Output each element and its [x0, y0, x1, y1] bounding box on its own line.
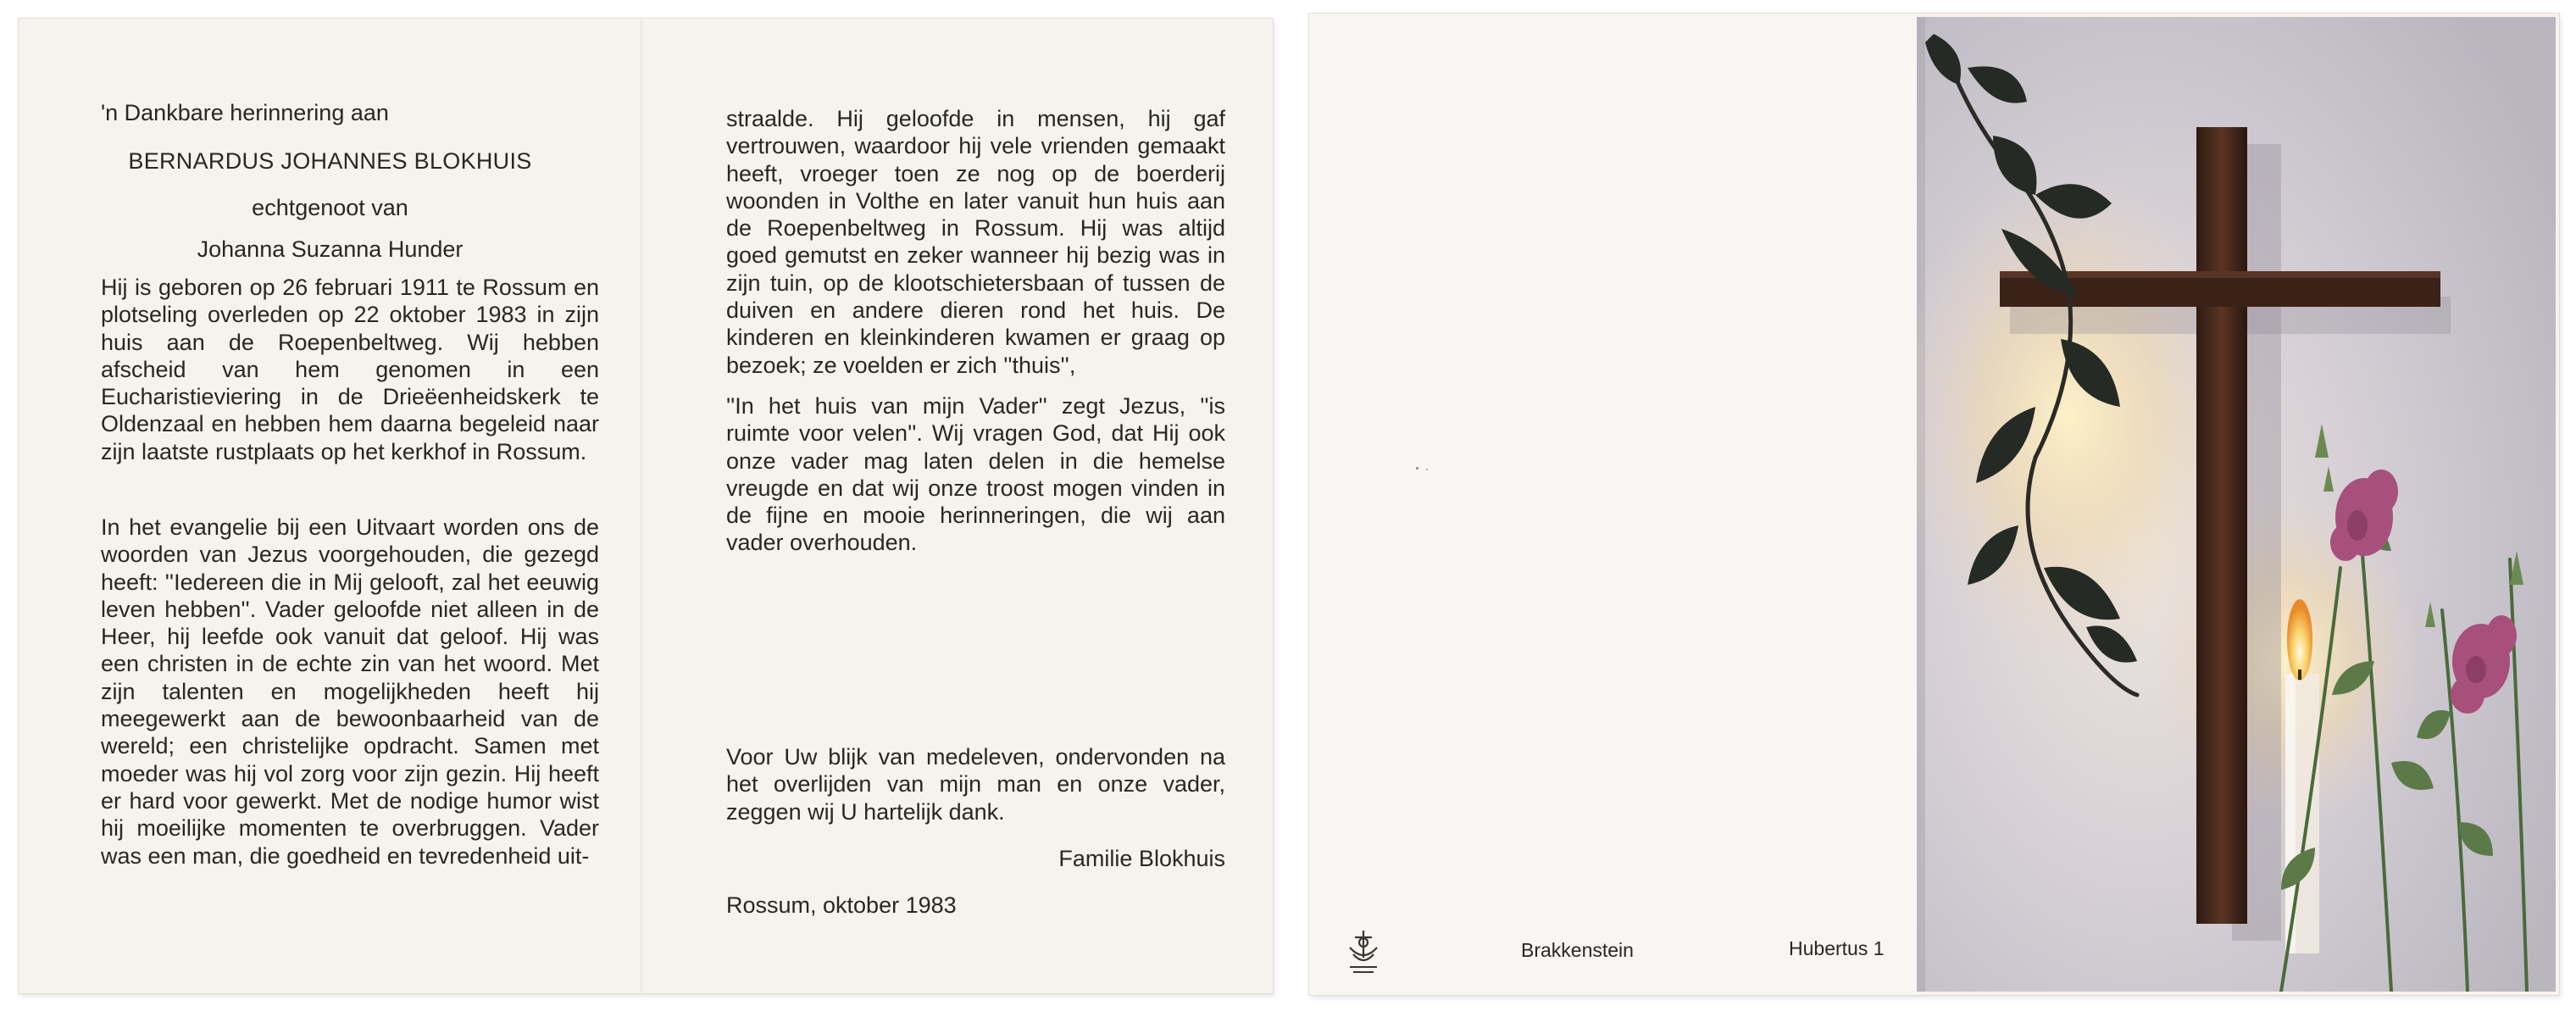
place-date: Rossum, oktober 1983	[726, 892, 957, 918]
intro-text: 'n Dankbare herinnering aan	[101, 100, 389, 125]
back-panel	[1309, 14, 1917, 995]
left-panel	[19, 19, 641, 993]
cross-candle-photo	[1917, 17, 2556, 992]
print-speck	[1426, 469, 1428, 470]
thanks-paragraph: Voor Uw blijk van medeleven, ondervonden na het overlijden van mijn man en onze vader, zeggen wij U hartelijk dank.	[726, 744, 1232, 825]
print-speck	[1416, 467, 1418, 470]
relation-text: echtgenoot van	[252, 195, 408, 220]
family-signature: Familie Blokhuis	[1058, 846, 1225, 871]
spouse-name: Johanna Suzanna Hunder	[197, 236, 464, 262]
memorial-card-outside	[1309, 14, 2559, 995]
right-panel	[642, 19, 1273, 993]
scripture-paragraph: ''In het huis van mijn Vader'' zegt Jezus, ''is ruimte voor velen''. Wij vragen God, dat Hij ook onze vader mag laten delen in die hemelse vreugde en dat wij onze troost mogen vinden in de fijne en mooie herinneringen, die wij aan vader overhouden.	[726, 393, 1232, 556]
memorial-card-inside	[19, 19, 1273, 993]
deceased-name: BERNARDUS JOHANNES BLOKHUIS	[128, 148, 532, 174]
cross-vertical	[2196, 127, 2247, 924]
continuation-paragraph: straalde. Hij geloofde in mensen, hij gaf vertrouwen, waardoor hij vele vrienden gemaakt heeft, vroeger toen ze nog op de boerderij woonden in Volthe en later vanuit hun huis aan de Roepenbeltweg in Rossum. Hij was altijd goed gemutst en zeker wanneer hij bezig was in zijn tuin, op de klootschietersbaan of tussen de duiven en andere dieren rond het huis. De kinderen en kleinkinderen kwamen er graag op bezoek; ze voelden er zich ''thuis'',	[726, 106, 1232, 378]
series-name: Hubertus 1	[1789, 937, 1885, 959]
publisher-logo-icon	[1345, 929, 1382, 976]
gospel-paragraph: In het evangelie bij een Uitvaart worden ons de woorden van Jezus voorgehouden, die gezegd heeft: ''Iedereen die in Mij gelooft, zal het eeuwig leven hebben''. Vader geloofde niet alleen in de Heer, hij leefde ook vanuit dat geloof. Hij was een christen in de echte zin van het woord. Met zijn talenten en mogelijkheden heeft hij meegewerkt aan de bewoonbaarheid van de wereld; een christelijke opdracht. Samen met moeder was hij vol zorg voor zijn gezin. Hij heeft er hard voor gewerkt. Met de nodige humor wist hij moeilijke momenten te overbruggen. Vader was een man, die goedheid en tevredenheid uit-	[101, 514, 606, 869]
publisher-name: Brakkenstein	[1521, 939, 1634, 961]
biography-paragraph: Hij is geboren op 26 februari 1911 te Rossum en plotseling overleden op 22 oktober 1983 in zijn huis aan de Roepenbeltweg. Wij hebben afscheid van hem genomen in een Eucharistieviering in de Drieëenheidskerk te Oldenzaal en hebben hem daarna begeleid naar zijn laatste rustplaats op het kerkhof in Rossum.	[101, 275, 606, 464]
